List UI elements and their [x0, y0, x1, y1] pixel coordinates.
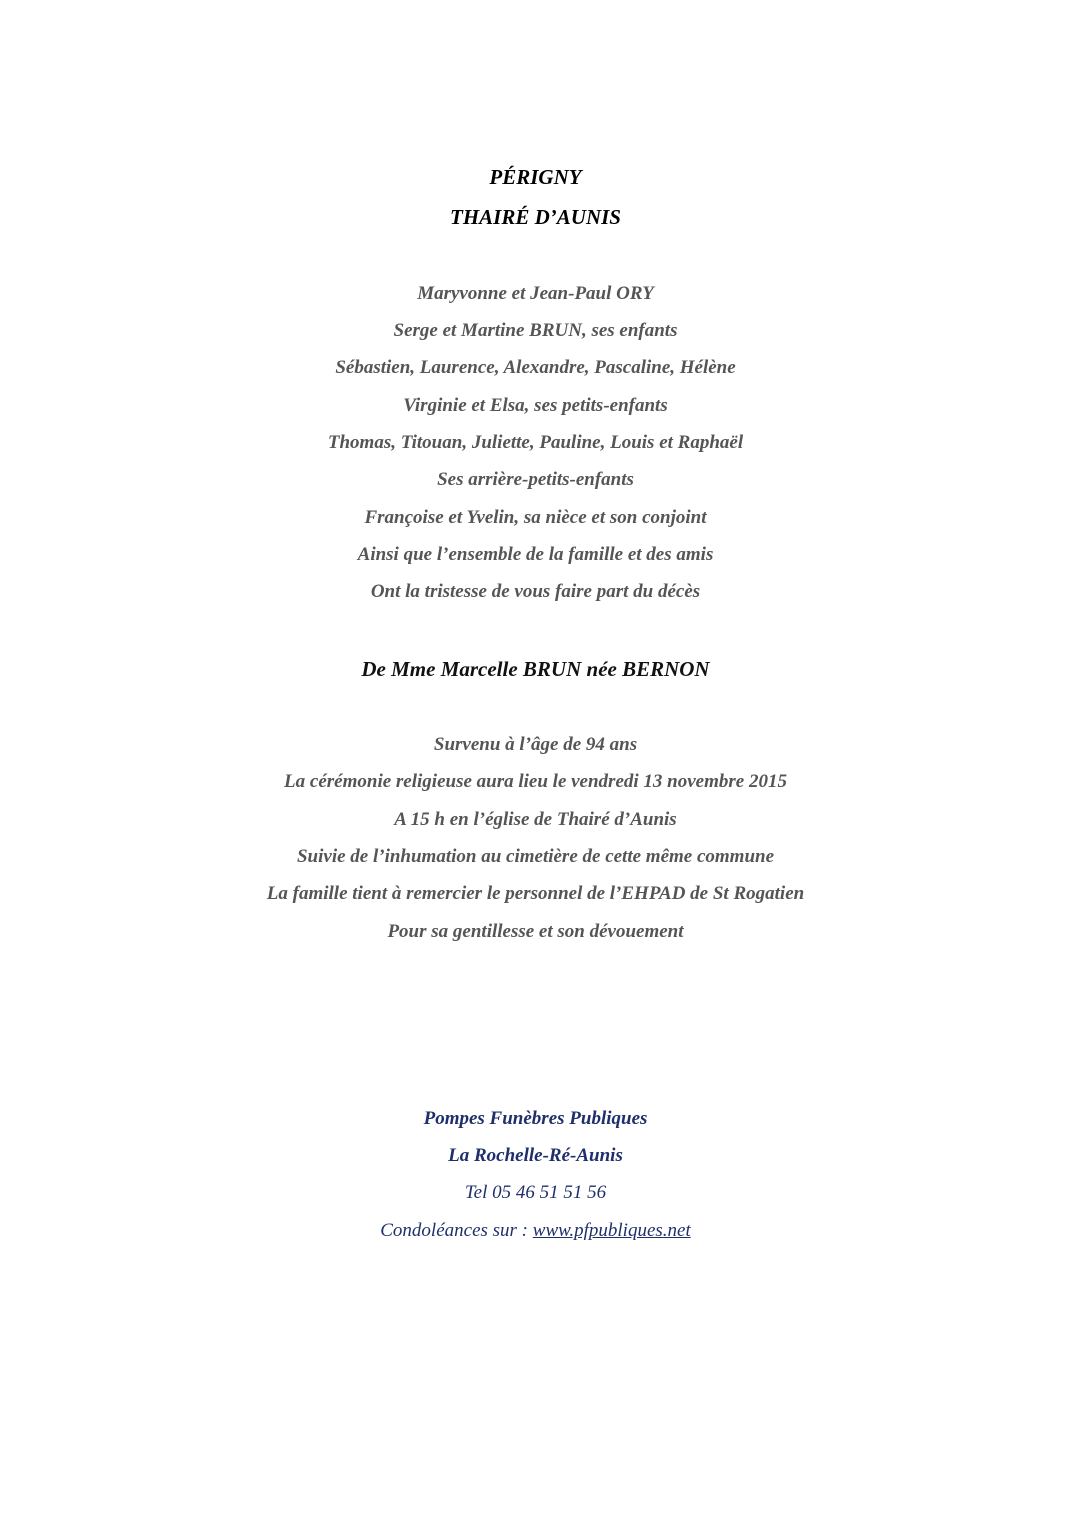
family-line: Thomas, Titouan, Juliette, Pauline, Louis et Raphaël — [327, 432, 744, 453]
family-line: Ainsi que l’ensemble de la famille et des amis — [357, 544, 714, 565]
town-heading-perigny: PÉRIGNY — [489, 165, 582, 189]
deceased-name: De Mme Marcelle BRUN née BERNON — [361, 657, 710, 681]
family-line: Maryvonne et Jean-Paul ORY — [417, 283, 654, 304]
detail-line: La cérémonie religieuse aura lieu le vendredi 13 novembre 2015 — [284, 771, 787, 792]
detail-line: A 15 h en l’église de Thairé d’Aunis — [394, 809, 677, 830]
funeral-company-name: Pompes Funèbres Publiques — [423, 1108, 648, 1129]
detail-line: La famille tient à remercier le personnel de l’EHPAD de St Rogatien — [266, 883, 805, 904]
family-line: Sébastien, Laurence, Alexandre, Pascaline, Hélène — [335, 357, 736, 378]
funeral-company-phone: Tel 05 46 51 51 56 — [464, 1182, 607, 1203]
condolences-label: Condoléances sur : — [380, 1220, 533, 1241]
funeral-company-location: La Rochelle-Ré-Aunis — [448, 1145, 623, 1166]
family-line: Françoise et Yvelin, sa nièce et son conjoint — [364, 507, 707, 528]
detail-line: Suivie de l’inhumation au cimetière de cette même commune — [296, 846, 775, 867]
condolences-link[interactable]: www.pfpubliques.net — [532, 1220, 691, 1241]
detail-line: Pour sa gentillesse et son dévouement — [387, 921, 684, 942]
family-line: Serge et Martine BRUN, ses enfants — [393, 320, 678, 341]
family-line: Ont la tristesse de vous faire part du décès — [370, 581, 701, 602]
family-line: Ses arrière-petits-enfants — [437, 469, 634, 490]
town-heading-thaire: THAIRÉ D’AUNIS — [450, 205, 621, 229]
detail-line: Survenu à l’âge de 94 ans — [433, 734, 638, 755]
family-line: Virginie et Elsa, ses petits-enfants — [403, 395, 668, 416]
condolences-line — [0, 1220, 1071, 1242]
